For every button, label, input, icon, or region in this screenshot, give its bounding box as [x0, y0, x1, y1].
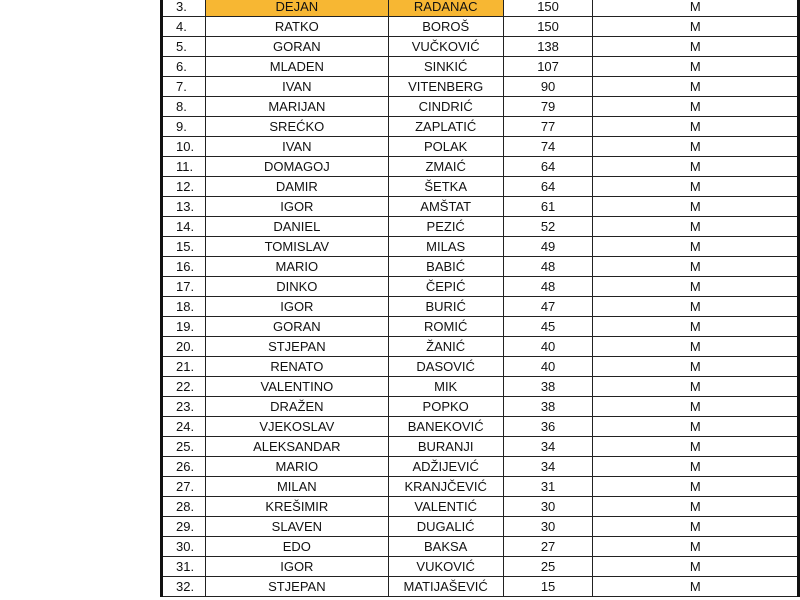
rank-cell: 9. [162, 117, 206, 137]
rank-cell: 31. [162, 557, 206, 577]
rank-cell: 3. [162, 0, 206, 17]
table-row [162, 177, 799, 197]
table-row [162, 477, 799, 497]
rank-cell: 10. [162, 137, 206, 157]
table-row [162, 197, 799, 217]
category-cell: M [593, 257, 799, 277]
rank-cell: 30. [162, 537, 206, 557]
last-name-cell: BURANJI [388, 437, 503, 457]
category-cell: M [593, 497, 799, 517]
rank-cell: 22. [162, 377, 206, 397]
first-name-cell: MARIO [205, 457, 388, 477]
rank-cell: 24. [162, 417, 206, 437]
first-name-cell: SLAVEN [205, 517, 388, 537]
rank-cell: 11. [162, 157, 206, 177]
points-cell: 48 [503, 257, 593, 277]
rank-cell: 27. [162, 477, 206, 497]
category-cell: M [593, 217, 799, 237]
category-cell: M [593, 317, 799, 337]
last-name-cell: SINKIĆ [388, 57, 503, 77]
table-row [162, 517, 799, 537]
category-cell: M [593, 117, 799, 137]
table-row [162, 557, 799, 577]
last-name-cell: PEZIĆ [388, 217, 503, 237]
table-row [162, 377, 799, 397]
category-cell: M [593, 337, 799, 357]
standings-table-body [162, 0, 799, 597]
table-row [162, 337, 799, 357]
table-row [162, 417, 799, 437]
table-row [162, 37, 799, 57]
first-name-cell: DANIEL [205, 217, 388, 237]
rank-cell: 17. [162, 277, 206, 297]
category-cell: M [593, 57, 799, 77]
rank-cell: 16. [162, 257, 206, 277]
first-name-cell: SREĆKO [205, 117, 388, 137]
points-cell: 36 [503, 417, 593, 437]
last-name-cell: MATIJAŠEVIĆ [388, 577, 503, 597]
rank-cell: 26. [162, 457, 206, 477]
category-cell: M [593, 177, 799, 197]
table-row [162, 297, 799, 317]
table-row [162, 437, 799, 457]
first-name-cell: STJEPAN [205, 577, 388, 597]
points-cell: 27 [503, 537, 593, 557]
rank-cell: 19. [162, 317, 206, 337]
rank-cell: 5. [162, 37, 206, 57]
category-cell: M [593, 437, 799, 457]
rank-cell: 12. [162, 177, 206, 197]
rank-cell: 32. [162, 577, 206, 597]
points-cell: 138 [503, 37, 593, 57]
points-cell: 61 [503, 197, 593, 217]
first-name-cell: GORAN [205, 37, 388, 57]
first-name-cell: MARIJAN [205, 97, 388, 117]
category-cell: M [593, 237, 799, 257]
category-cell: M [593, 277, 799, 297]
table-row [162, 97, 799, 117]
points-cell: 52 [503, 217, 593, 237]
first-name-cell: IGOR [205, 197, 388, 217]
last-name-cell: POPKO [388, 397, 503, 417]
rank-cell: 15. [162, 237, 206, 257]
rank-cell: 8. [162, 97, 206, 117]
category-cell: M [593, 157, 799, 177]
last-name-cell: RADANAC [388, 0, 503, 17]
last-name-cell: ROMIĆ [388, 317, 503, 337]
table-row [162, 0, 799, 17]
last-name-cell: POLAK [388, 137, 503, 157]
last-name-cell: VITENBERG [388, 77, 503, 97]
points-cell: 90 [503, 77, 593, 97]
points-cell: 38 [503, 397, 593, 417]
first-name-cell: RENATO [205, 357, 388, 377]
category-cell: M [593, 17, 799, 37]
category-cell: M [593, 357, 799, 377]
rank-cell: 4. [162, 17, 206, 37]
table-row [162, 537, 799, 557]
first-name-cell: VALENTINO [205, 377, 388, 397]
table-row [162, 57, 799, 77]
points-cell: 45 [503, 317, 593, 337]
points-cell: 64 [503, 177, 593, 197]
category-cell: M [593, 77, 799, 97]
table-row [162, 357, 799, 377]
rank-cell: 28. [162, 497, 206, 517]
first-name-cell: VJEKOSLAV [205, 417, 388, 437]
points-cell: 150 [503, 17, 593, 37]
category-cell: M [593, 197, 799, 217]
table-row [162, 577, 799, 597]
last-name-cell: BAKSA [388, 537, 503, 557]
first-name-cell: TOMISLAV [205, 237, 388, 257]
points-cell: 38 [503, 377, 593, 397]
last-name-cell: BANEKOVIĆ [388, 417, 503, 437]
table-row [162, 157, 799, 177]
category-cell: M [593, 557, 799, 577]
first-name-cell: MILAN [205, 477, 388, 497]
points-cell: 31 [503, 477, 593, 497]
rank-cell: 13. [162, 197, 206, 217]
first-name-cell: DEJAN [205, 0, 388, 17]
table-row [162, 497, 799, 517]
points-cell: 40 [503, 357, 593, 377]
points-cell: 107 [503, 57, 593, 77]
points-cell: 25 [503, 557, 593, 577]
category-cell: M [593, 397, 799, 417]
rank-cell: 7. [162, 77, 206, 97]
points-cell: 48 [503, 277, 593, 297]
last-name-cell: VUKOVIĆ [388, 557, 503, 577]
table-row [162, 137, 799, 157]
table-row [162, 117, 799, 137]
points-cell: 77 [503, 117, 593, 137]
category-cell: M [593, 0, 799, 17]
first-name-cell: MLADEN [205, 57, 388, 77]
table-row [162, 237, 799, 257]
last-name-cell: MILAS [388, 237, 503, 257]
table-row [162, 457, 799, 477]
first-name-cell: IVAN [205, 137, 388, 157]
last-name-cell: ZMAIĆ [388, 157, 503, 177]
table-row [162, 257, 799, 277]
first-name-cell: DINKO [205, 277, 388, 297]
points-cell: 74 [503, 137, 593, 157]
category-cell: M [593, 377, 799, 397]
points-cell: 64 [503, 157, 593, 177]
rank-cell: 25. [162, 437, 206, 457]
points-cell: 49 [503, 237, 593, 257]
category-cell: M [593, 517, 799, 537]
first-name-cell: DRAŽEN [205, 397, 388, 417]
points-cell: 40 [503, 337, 593, 357]
rank-cell: 20. [162, 337, 206, 357]
points-cell: 30 [503, 497, 593, 517]
table-row [162, 77, 799, 97]
standings-table [160, 0, 800, 597]
category-cell: M [593, 457, 799, 477]
category-cell: M [593, 137, 799, 157]
last-name-cell: ZAPLATIĆ [388, 117, 503, 137]
category-cell: M [593, 97, 799, 117]
last-name-cell: ŠETKA [388, 177, 503, 197]
last-name-cell: DUGALIĆ [388, 517, 503, 537]
last-name-cell: ADŽIJEVIĆ [388, 457, 503, 477]
points-cell: 79 [503, 97, 593, 117]
rank-cell: 23. [162, 397, 206, 417]
points-cell: 30 [503, 517, 593, 537]
first-name-cell: DOMAGOJ [205, 157, 388, 177]
rank-cell: 18. [162, 297, 206, 317]
points-cell: 47 [503, 297, 593, 317]
table-row [162, 217, 799, 237]
points-cell: 150 [503, 0, 593, 17]
first-name-cell: RATKO [205, 17, 388, 37]
first-name-cell: KREŠIMIR [205, 497, 388, 517]
rank-cell: 14. [162, 217, 206, 237]
last-name-cell: MIK [388, 377, 503, 397]
last-name-cell: ŽANIĆ [388, 337, 503, 357]
category-cell: M [593, 297, 799, 317]
last-name-cell: ČEPIĆ [388, 277, 503, 297]
points-cell: 15 [503, 577, 593, 597]
category-cell: M [593, 477, 799, 497]
table-row [162, 397, 799, 417]
first-name-cell: MARIO [205, 257, 388, 277]
first-name-cell: EDO [205, 537, 388, 557]
points-cell: 34 [503, 457, 593, 477]
last-name-cell: DASOVIĆ [388, 357, 503, 377]
category-cell: M [593, 537, 799, 557]
category-cell: M [593, 577, 799, 597]
last-name-cell: CINDRIĆ [388, 97, 503, 117]
first-name-cell: STJEPAN [205, 337, 388, 357]
first-name-cell: IGOR [205, 557, 388, 577]
first-name-cell: IVAN [205, 77, 388, 97]
last-name-cell: KRANJČEVIĆ [388, 477, 503, 497]
category-cell: M [593, 37, 799, 57]
last-name-cell: AMŠTAT [388, 197, 503, 217]
last-name-cell: BURIĆ [388, 297, 503, 317]
rank-cell: 6. [162, 57, 206, 77]
rank-cell: 21. [162, 357, 206, 377]
first-name-cell: DAMIR [205, 177, 388, 197]
first-name-cell: GORAN [205, 317, 388, 337]
last-name-cell: VALENTIĆ [388, 497, 503, 517]
table-row [162, 317, 799, 337]
table-row [162, 277, 799, 297]
points-cell: 34 [503, 437, 593, 457]
rank-cell: 29. [162, 517, 206, 537]
first-name-cell: IGOR [205, 297, 388, 317]
last-name-cell: VUČKOVIĆ [388, 37, 503, 57]
first-name-cell: ALEKSANDAR [205, 437, 388, 457]
last-name-cell: BABIĆ [388, 257, 503, 277]
table-row [162, 17, 799, 37]
category-cell: M [593, 417, 799, 437]
last-name-cell: BOROŠ [388, 17, 503, 37]
